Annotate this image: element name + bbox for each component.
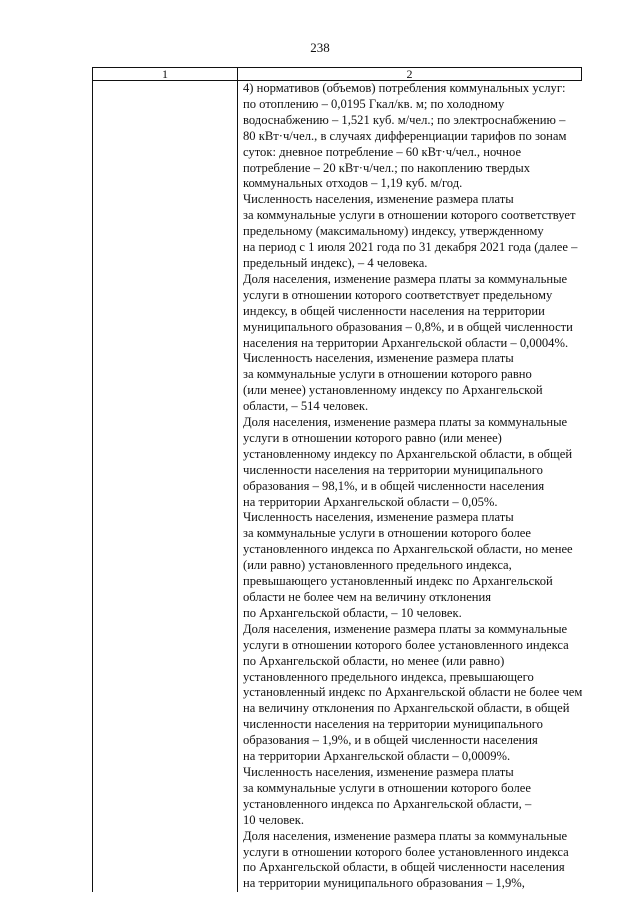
text-line: области не более чем на величину отклонения [243, 590, 492, 604]
text-line: установленному индексу по Архангельской области, в общей [243, 446, 573, 461]
text-line: Доля населения, изменение размера платы за коммунальные [243, 415, 568, 430]
text-line: потребление – 20 кВт·ч/чел.; по накоплению твердых [243, 160, 531, 175]
column-1-cell [93, 81, 238, 893]
text-line: за коммунальные услуги в отношении которого соответствует [243, 208, 576, 223]
text-line: на период с 1 июля 2021 года по 31 декабря 2021 года (далее – [243, 240, 578, 255]
text-line: превышающего установленный индекс по Архангельской [243, 574, 553, 589]
text-line: по Архангельской области, – 10 человек. [243, 605, 462, 620]
text-line: Доля населения, изменение размера платы за коммунальные [243, 828, 568, 843]
text-line: установленного индекса по Архангельской области, – [243, 796, 532, 811]
text-line: муниципального образования – 0,8%, и в общей численности [243, 319, 573, 334]
column-1-header: 1 [93, 68, 238, 81]
text-line: 4) нормативов (объемов) потребления коммунальных услуг: [243, 81, 566, 95]
text-line: услуги в отношении которого более установленного индекса [243, 844, 569, 859]
text-block [238, 81, 582, 892]
text-line: по Архангельской области, в общей численности населения [243, 860, 565, 875]
text-line: за коммунальные услуги в отношении которого более [243, 526, 531, 541]
text-line: установленного индекса по Архангельской области, но менее [243, 542, 573, 557]
text-line: численности населения на территории муниципального [243, 717, 543, 732]
text-line: водоснабжению – 1,521 куб. м/чел.; по электроснабжению – [243, 112, 566, 127]
text-line: на территории Архангельской области – 0,05%. [243, 494, 498, 509]
text-line: предельный индекс), – 4 человека. [243, 255, 428, 270]
text-line: области, – 514 человек. [243, 399, 369, 414]
table-body-row [93, 81, 582, 893]
text-line: (или менее) установленному индексу по Архангельской [243, 383, 543, 398]
text-line: 10 человек. [243, 812, 304, 827]
table-header-row [93, 68, 582, 81]
text-line: на территории муниципального образования – 1,9%, [243, 876, 525, 891]
column-2-header: 2 [238, 68, 582, 81]
page-number: 238 [310, 40, 330, 55]
text-line: Численность населения, изменение размера платы [243, 351, 514, 366]
text-line: услуги в отношении которого более установленного индекса [243, 637, 569, 652]
text-line: за коммунальные услуги в отношении которого более [243, 780, 531, 795]
text-line: коммунальных отходов – 1,19 куб. м/год. [243, 176, 463, 191]
text-line: численности населения на территории муниципального [243, 462, 543, 477]
text-line: 80 кВт·ч/чел., в случаях дифференциации тарифов по зонам [243, 128, 567, 143]
column-2-cell [238, 81, 582, 893]
text-line: услуги в отношении которого соответствует предельному [243, 287, 553, 302]
text-line: установленный индекс по Архангельской области не более чем [243, 685, 583, 700]
text-line: на территории Архангельской области – 0,0009%. [243, 749, 511, 764]
text-line: Численность населения, изменение размера платы [243, 192, 514, 207]
text-line: суток: дневное потребление – 60 кВт·ч/чел., ночное [243, 144, 522, 159]
text-line: по отоплению – 0,0195 Гкал/кв. м; по холодному [243, 96, 505, 111]
text-line: Доля населения, изменение размера платы за коммунальные [243, 271, 568, 286]
text-line: Численность населения, изменение размера платы [243, 764, 514, 779]
text-line: образования – 98,1%, и в общей численности населения [243, 478, 545, 493]
text-line: (или равно) установленного предельного индекса, [243, 558, 512, 573]
text-line: по Архангельской области, но менее (или равно) [243, 653, 505, 668]
text-line: населения на территории Архангельской области – 0,0004%. [243, 335, 569, 350]
text-line: индексу, в общей численности населения на территории [243, 303, 545, 318]
text-line: образования – 1,9%, и в общей численности населения [243, 733, 538, 748]
text-line: Численность населения, изменение размера платы [243, 510, 514, 525]
text-line: установленного предельного индекса, превышающего [243, 669, 534, 684]
text-line: Доля населения, изменение размера платы за коммунальные [243, 621, 568, 636]
text-line: услуги в отношении которого равно (или менее) [243, 430, 502, 445]
document-table [92, 67, 582, 892]
text-line: предельному (максимальному) индексу, утвержденному [243, 224, 544, 239]
text-line: на величину отклонения по Архангельской области, в общей [243, 701, 570, 716]
text-line: за коммунальные услуги в отношении которого равно [243, 367, 532, 382]
